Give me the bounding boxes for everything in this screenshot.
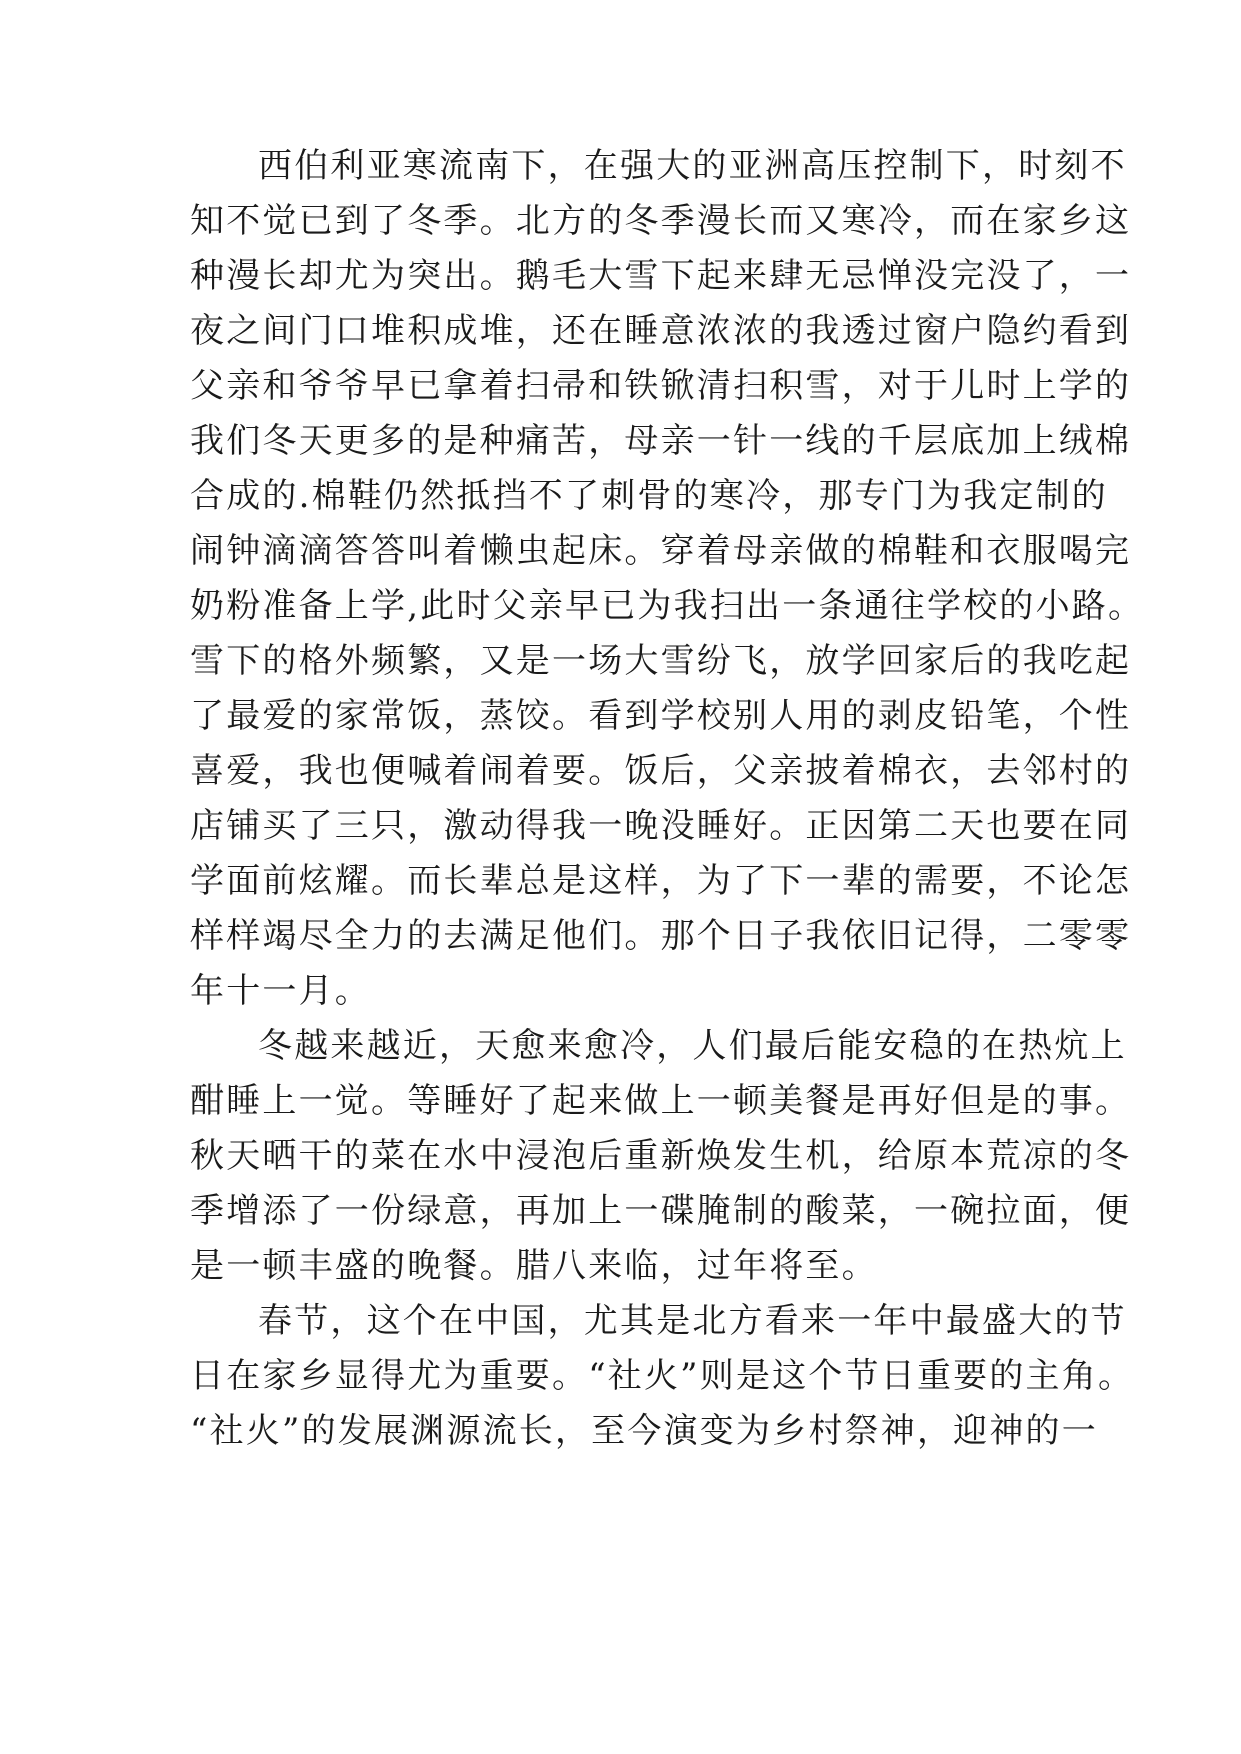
- paragraph-3-line-1: 春节，这个在中国，尤其是北方看来一年中最盛大的节: [258, 1301, 1127, 1341]
- paragraph-3-line-2: 日在家乡显得尤为重要。“社火”则是这个节日重要的主角。: [190, 1356, 1135, 1396]
- paragraph-1-line-2: 知不觉已到了冬季。北方的冬季漫长而又寒冷，而在家乡这: [190, 201, 1132, 241]
- paragraph-3-line-3: “社火”的发展渊源流长，至今演变为乡村祭神，迎神的一: [190, 1411, 1098, 1451]
- paragraph-2-line-1: 冬越来越近，天愈来愈冷，人们最后能安稳的在热炕上: [258, 1026, 1127, 1066]
- paragraph-1-line-13: 店铺买了三只，激动得我一晚没睡好。正因第二天也要在同: [190, 806, 1132, 846]
- paragraph-1-line-16: 年十一月。: [190, 971, 371, 1011]
- paragraph-1-line-9: 奶粉准备上学,此时父亲早已为我扫出一条通往学校的小路。: [190, 586, 1145, 626]
- paragraph-1-line-6: 我们冬天更多的是种痛苦，母亲一针一线的千层底加上绒棉: [190, 421, 1132, 461]
- paragraph-1-line-12: 喜爱，我也便喊着闹着要。饭后，父亲披着棉衣，去邻村的: [190, 751, 1132, 791]
- paragraph-1-line-7: 合成的.棉鞋仍然抵挡不了刺骨的寒冷，那专门为我定制的: [190, 476, 1109, 516]
- paragraph-2-line-5: 是一顿丰盛的晚餐。腊八来临，过年将至。: [190, 1246, 878, 1286]
- paragraph-1-line-14: 学面前炫耀。而长辈总是这样，为了下一辈的需要，不论怎: [190, 861, 1132, 901]
- paragraph-1-line-4: 夜之间门口堆积成堆，还在睡意浓浓的我透过窗户隐约看到: [190, 311, 1132, 351]
- paragraph-1-line-1: 西伯利亚寒流南下，在强大的亚洲高压控制下，时刻不: [258, 146, 1127, 186]
- paragraph-1-line-5: 父亲和爷爷早已拿着扫帚和铁锨清扫积雪，对于儿时上学的: [190, 366, 1132, 406]
- paragraph-1-line-10: 雪下的格外频繁，又是一场大雪纷飞，放学回家后的我吃起: [190, 641, 1132, 681]
- paragraph-1-line-8: 闹钟滴滴答答叫着懒虫起床。穿着母亲做的棉鞋和衣服喝完: [190, 531, 1132, 571]
- paragraph-1-line-15: 样样竭尽全力的去满足他们。那个日子我依旧记得，二零零: [190, 916, 1132, 956]
- paragraph-2-line-2: 酣睡上一觉。等睡好了起来做上一顿美餐是再好但是的事。: [190, 1081, 1132, 1121]
- paragraph-1-line-11: 了最爱的家常饭，蒸饺。看到学校别人用的剥皮铅笔，个性: [190, 696, 1132, 736]
- paragraph-2-line-3: 秋天晒干的菜在水中浸泡后重新焕发生机，给原本荒凉的冬: [190, 1136, 1132, 1176]
- paragraph-2-line-4: 季增添了一份绿意，再加上一碟腌制的酸菜，一碗拉面，便: [190, 1191, 1132, 1231]
- paragraph-1-line-3: 种漫长却尤为突出。鹅毛大雪下起来肆无忌惮没完没了，一: [190, 256, 1132, 296]
